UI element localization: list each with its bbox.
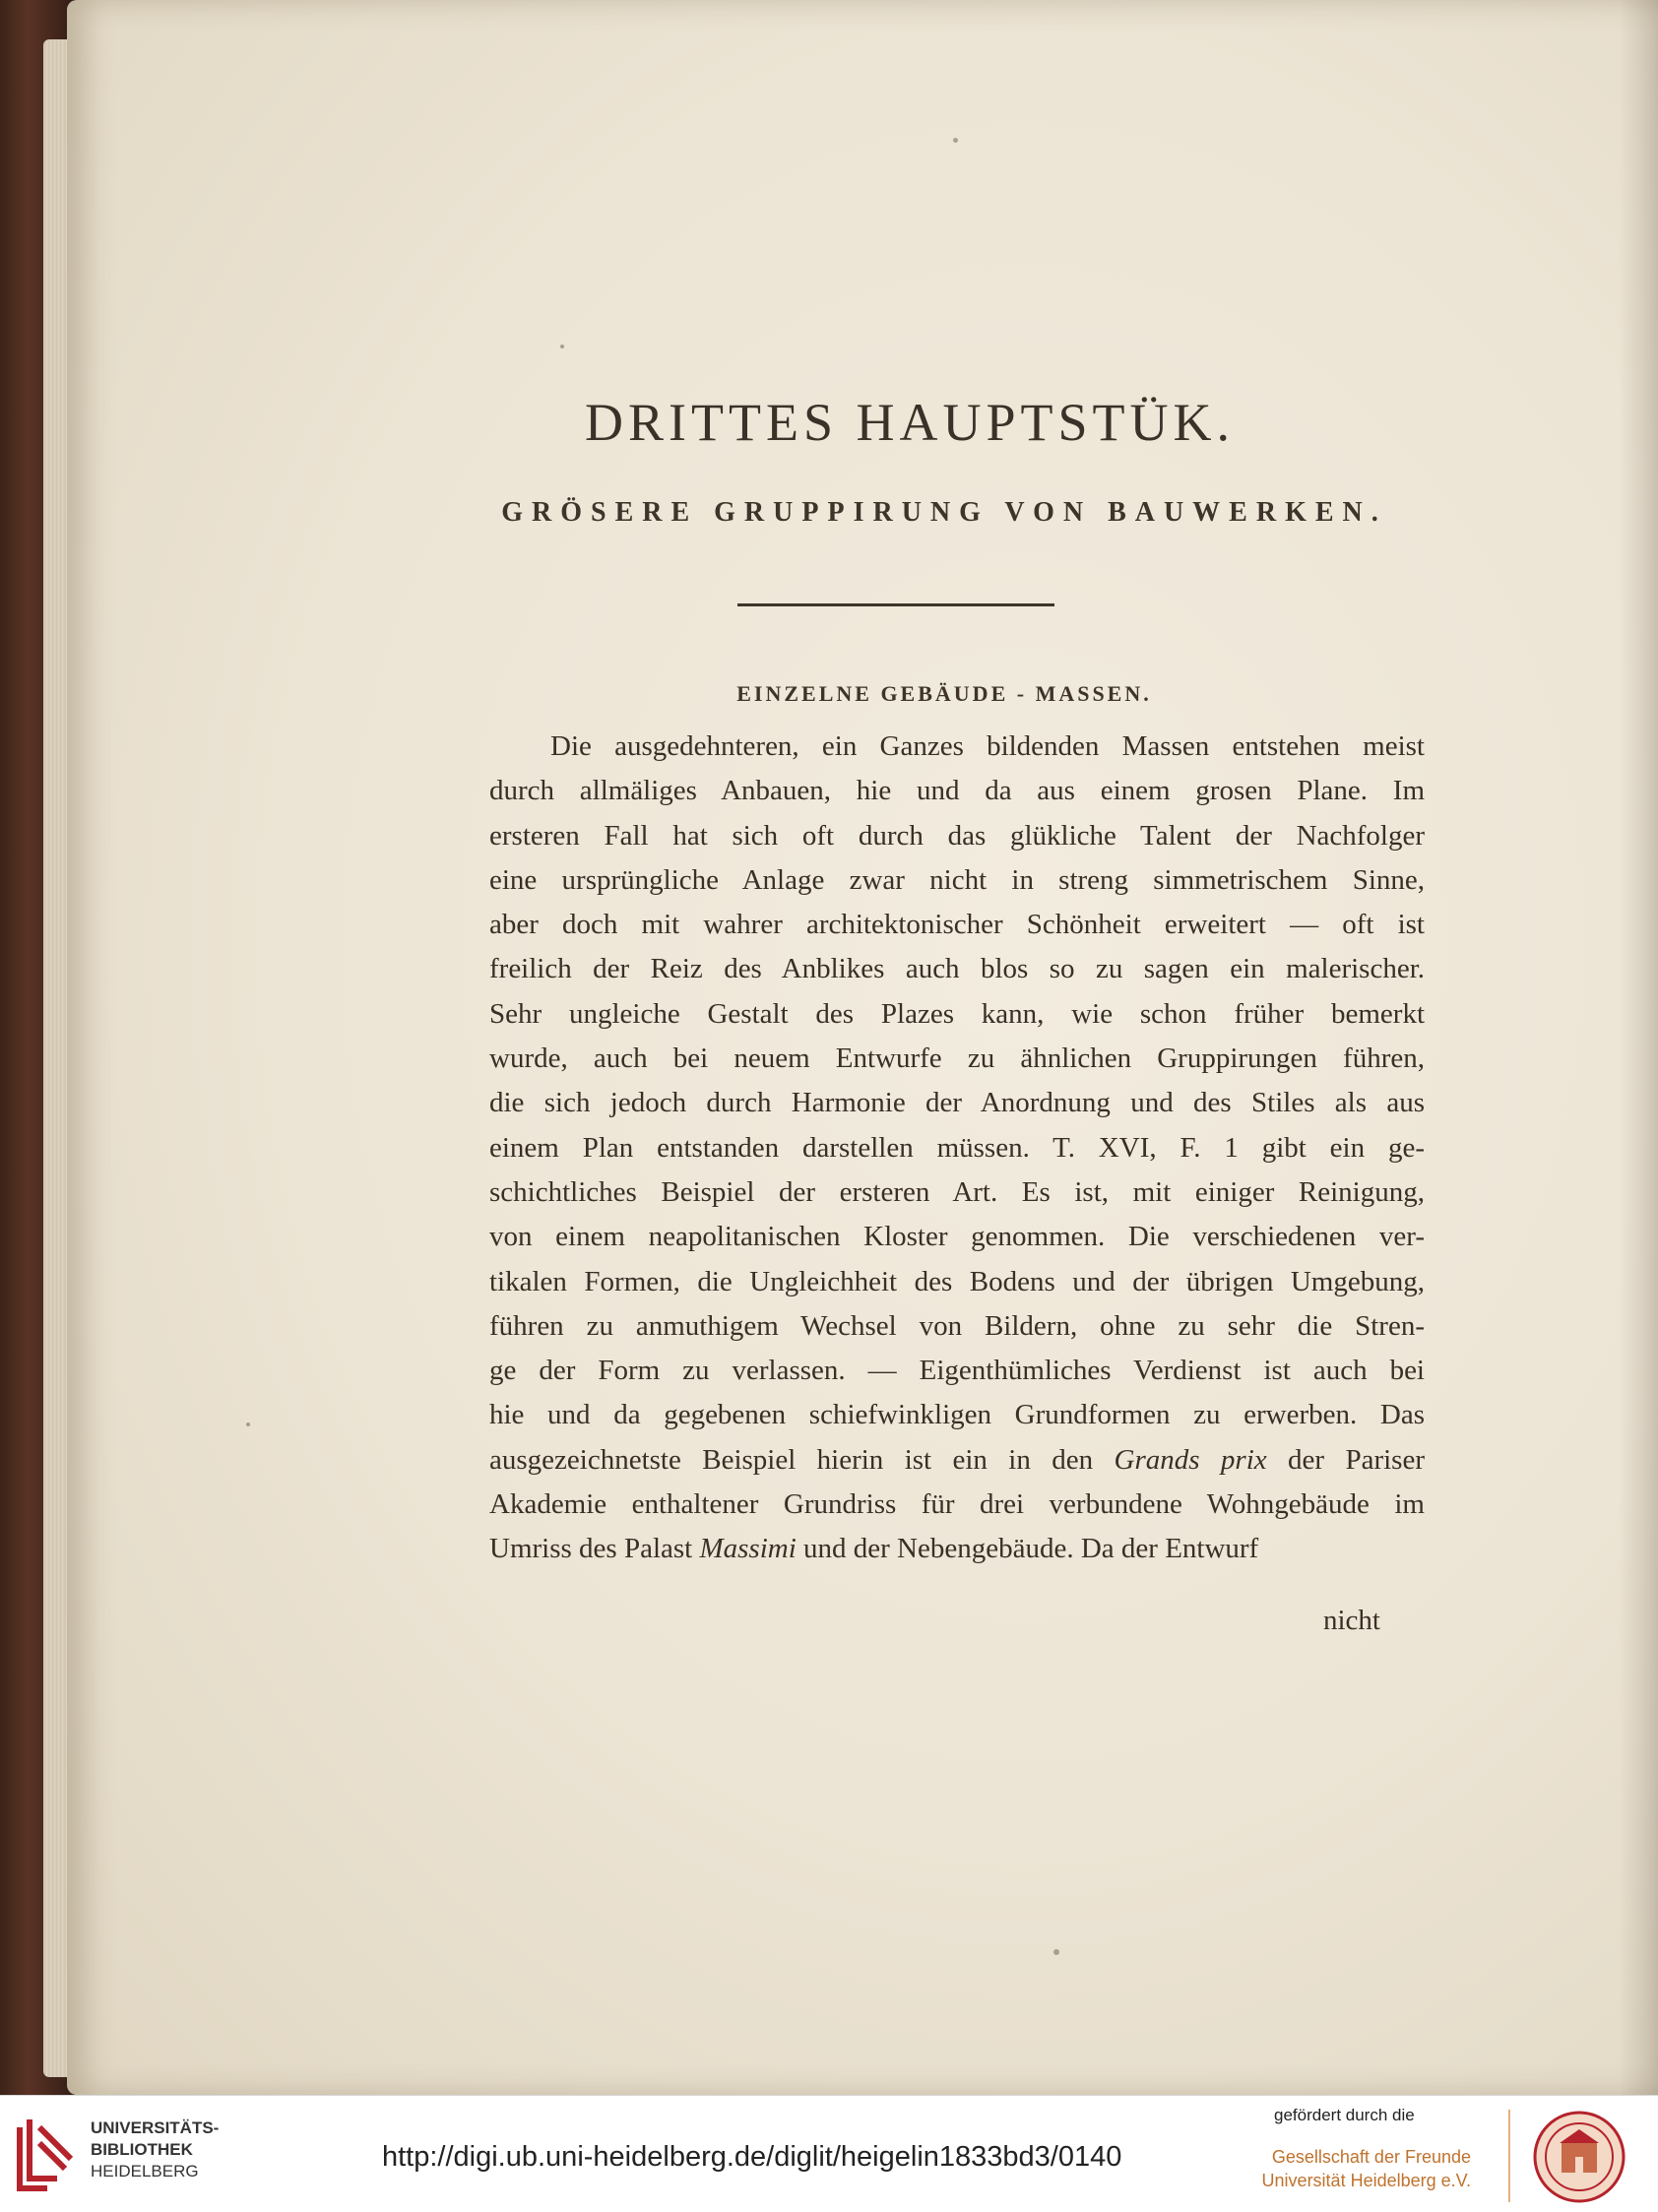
page-shadow <box>1619 0 1658 2095</box>
sponsor-name <box>1262 2145 1471 2192</box>
sponsor-name-line: Gesellschaft der Freunde <box>1271 2147 1471 2167</box>
text-line: Sehr ungleiche Gestalt des Plazes kann, wie schon früher bemerkt <box>489 997 1425 1030</box>
sponsor-divider <box>1508 2110 1510 2202</box>
text-segment: Umriss des Palast <box>489 1533 700 1565</box>
italic-term: Grands prix <box>1114 1443 1267 1476</box>
text-line: einem Plan entstanden darstellen müssen. T. XVI, F. 1 gibt ein ge- <box>489 1131 1425 1164</box>
section-heading: EINZELNE GEBÄUDE - MASSEN. <box>736 681 1152 706</box>
text-segment: ausgezeichnetste Beispiel hierin ist ein in den <box>489 1443 1115 1476</box>
text-line: tikalen Formen, die Ungleichheit des Bodens und der übrigen Umgebung, <box>489 1265 1425 1297</box>
library-city: HEIDELBERG <box>91 2162 199 2180</box>
sponsor-label: gefördert durch die <box>1274 2106 1415 2124</box>
library-name-line: UNIVERSITÄTS- <box>91 2118 220 2137</box>
text-line: ge der Form zu verlassen. — Eigenthümliches Verdienst ist auch bei <box>489 1355 1425 1387</box>
footer-bar <box>0 2095 1658 2212</box>
paper-speck <box>246 1422 250 1426</box>
university-library-logo-icon <box>14 2116 77 2194</box>
text-line-with-italic <box>489 1438 1425 1483</box>
text-line: von einem neapolitanischen Kloster genommen. Die verschiedenen ver- <box>489 1221 1425 1253</box>
paper-speck <box>953 138 958 143</box>
text-line: die sich jedoch durch Harmonie der Anordnung und des Stiles als aus <box>489 1087 1425 1119</box>
chapter-title: DRITTES HAUPTSTÜK. <box>584 393 1235 452</box>
university-seal-icon <box>1532 2110 1626 2204</box>
text-line: eine ursprüngliche Anlage zwar nicht in streng simmetrischem Sinne, <box>489 863 1425 896</box>
text-line: führen zu anmuthigem Wechsel von Bildern, ohne zu sehr die Stren- <box>489 1309 1425 1342</box>
body-text <box>489 725 1425 1572</box>
text-line: schichtliches Beispiel der ersteren Art. Es ist, mit einiger Reinigung, <box>489 1175 1425 1208</box>
text-line: aber doch mit wahrer architektonischer Schönheit erweitert — oft ist <box>489 909 1425 941</box>
paper-speck <box>560 345 564 348</box>
text-line: freilich der Reiz des Anblikes auch blos so zu sagen ein malerischer. <box>489 953 1425 985</box>
document-url-link[interactable]: http://digi.ub.uni-heidelberg.de/diglit/heigelin1833bd3/0140 <box>382 2141 1122 2173</box>
book-page <box>67 0 1658 2095</box>
paper-speck <box>1053 1949 1059 1955</box>
text-line: durch allmäliges Anbauen, hie und da aus einem grosen Plane. Im <box>489 775 1425 807</box>
library-name-line: BIBLIOTHEK <box>91 2140 193 2159</box>
text-line: ersteren Fall hat sich oft durch das glükliche Talent der Nachfolger <box>489 819 1425 852</box>
text-line: hie und da gegebenen schiefwinkligen Grundformen zu erwerben. Das <box>489 1399 1425 1431</box>
text-line: Akademie enthaltener Grundriss für drei verbundene Wohngebäude im <box>489 1488 1425 1521</box>
italic-term: Massimi <box>699 1533 797 1565</box>
chapter-subtitle: GRÖSERE GRUPPIRUNG VON BAUWERKEN. <box>501 497 1387 528</box>
text-line-with-italic <box>489 1527 1425 1571</box>
library-name <box>91 2117 219 2182</box>
text-line: wurde, auch bei neuem Entwurfe zu ähnlichen Gruppirungen führen, <box>489 1043 1425 1075</box>
catchword: nicht <box>1323 1605 1380 1636</box>
title-divider <box>737 603 1054 606</box>
text-segment: und der Nebengebäude. Da der Entwurf <box>796 1533 1259 1565</box>
text-segment: der Pariser <box>1266 1443 1425 1476</box>
sponsor-name-line: Universität Heidelberg e.V. <box>1261 2171 1471 2190</box>
text-line: Die ausgedehnteren, ein Ganzes bildenden Massen entstehen meist <box>550 730 1425 762</box>
